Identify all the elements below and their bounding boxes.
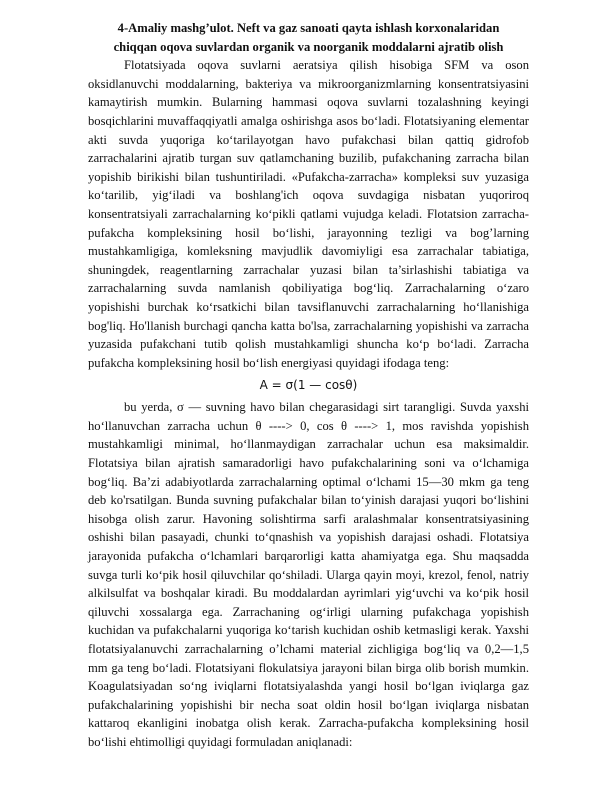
page-title <box>88 19 529 56</box>
title-line-2: chiqqan oqova suvlardan organik va noorganik moddalarni ajratib olish <box>113 39 504 54</box>
paragraph-flotation-intro: Flotatsiyada oqova suvlarni aeratsiya qilish hisobiga SFM va oson oksidlanuvchi moddalarning, bakteriya va mikroorganizmlarning konsentratsiyasini kamaytirish mumkin. Bularning hammasi oqova suvlarni tozalashning keyingi bosqichlarini muvaffaqqiyatli amalga oshirishga asos bo‘ladi. Flotatsiyaning elementar akti suvda yuqoriga ko‘tarilayotgan havo pufakchasi bilan qattiq gidrofob zarrachalarini ajratib turgan suv qatlamchaning buzilib, pufakchaning zarracha bilan yopishib birikishi bilan tushuntiriladi. «Pufakcha-zarracha» kompleksi suv yuzasiga ko‘tarilib, yig‘iladi va boshlang'ich oqova suvdagiga nisbatan yuqoriroq konsentratsiyali zarrachalarning ko‘pikli qatlami vujudga keladi. Flotatsion zarracha-pufakcha kompleksining hosil bo‘lishi, jarayonning tezligi va bog’larning mustahkamligiga, komleksning mavjudlik davomiyligi esa zarrachalar tabiatiga, shuningdek, reagentlarning zarrachalar yuzasi bilan ta’sirlashishi tabiatiga va zarrachalarning suvda namlanish qobiliyatiga bog‘liq. Zarrachalarning o‘zaro yopishishi burchak ko‘rsatkichi bilan tavsiflanuvchi zarrachalarning ho‘llanishiga bog'liq. Ho'llanish burchagi qancha katta bo'lsa, zarrachalarning yopishishi va zarracha yuzasida pufakchani tutib qolish mustahkamligi shuncha ko‘p bo‘ladi. Zarracha pufakcha kompleksining hosil bo‘lish energiyasi quyidagi ifodaga teng: <box>88 58 529 370</box>
document-page <box>88 19 529 752</box>
title-line-1: 4-Amaliy mashg’ulot. Neft va gaz sanoati qayta ishlash korxonalaridan <box>117 21 500 35</box>
formula-energy: A = σ(1 — cosθ) <box>259 378 358 393</box>
paragraph-flotation-details: bu yerda, σ — suvning havo bilan chegarasidagi sirt tarangligi. Suvda yaxshi ho‘llanuvchan zarracha uchun θ ----> 0, cos θ ----> 1, mos ravishda yopishish mustahkamligi minimal, ho‘llanmaydigan zarrachalar uchun esa maksimaldir. Flotatsiya bilan ajratish samaradorligi havo pufakchalarining soni va o‘lchamiga bog‘liq. Ba’zi adabiyotlarda zarrachalarning optimal o‘lchami 15—30 mkm ga teng deb ko'rsatilgan. Bunda suvning pufakchalar bilan to‘yinish darajasi yuqori bo‘lishini hisobga olish zarur. Havoning solishtirma sarfi aralashmalar konsentratsiyasining oshishi bilan pasayadi, chunki to‘qnashish va yopishish darajasi oshadi. Flotatsiya jarayonida pufakcha o‘lchamlari barqarorligi katta ahamiyatga ega. Shu maqsadda suvga turli ko‘pik hosil qiluvchilar qo‘shiladi. Ularga qayin moyi, krezol, fenol, natriy alkilsulfat va boshqalar kiradi. Bu moddalardan ayrimlari yig‘uvchi va ko‘pik hosil qiluvchi xossalarga ega. Zarrachaning og‘irligi ularning pufakchaga yopishish kuchidan va pufakchalarni yuqoriga ko‘tarish kuchidan oshib ketmasligi kerak. Yaxshi flotatsiyalanuvchi zarrachalarning o’lchami material zichligiga bog‘liq va 0,2—1,5 mm ga teng bo‘ladi. Flotatsiyani flokulatsiya jarayoni bilan birga olib borish mumkin. Koagulatsiyadan so‘ng iviqlarni flotatsiyalashda yangi hosil bo‘lgan iviqlarga gaz pufakchalarining yopishishi bir necha soat oldin hosil bo‘lgan iviqlarga nisbatan kattaroq ekanligini inobatga olish kerak. Zarracha-pufakcha kompleksining hosil bo‘lishi ehtimolligi quyidagi formuladan aniqlanadi: <box>88 400 529 749</box>
